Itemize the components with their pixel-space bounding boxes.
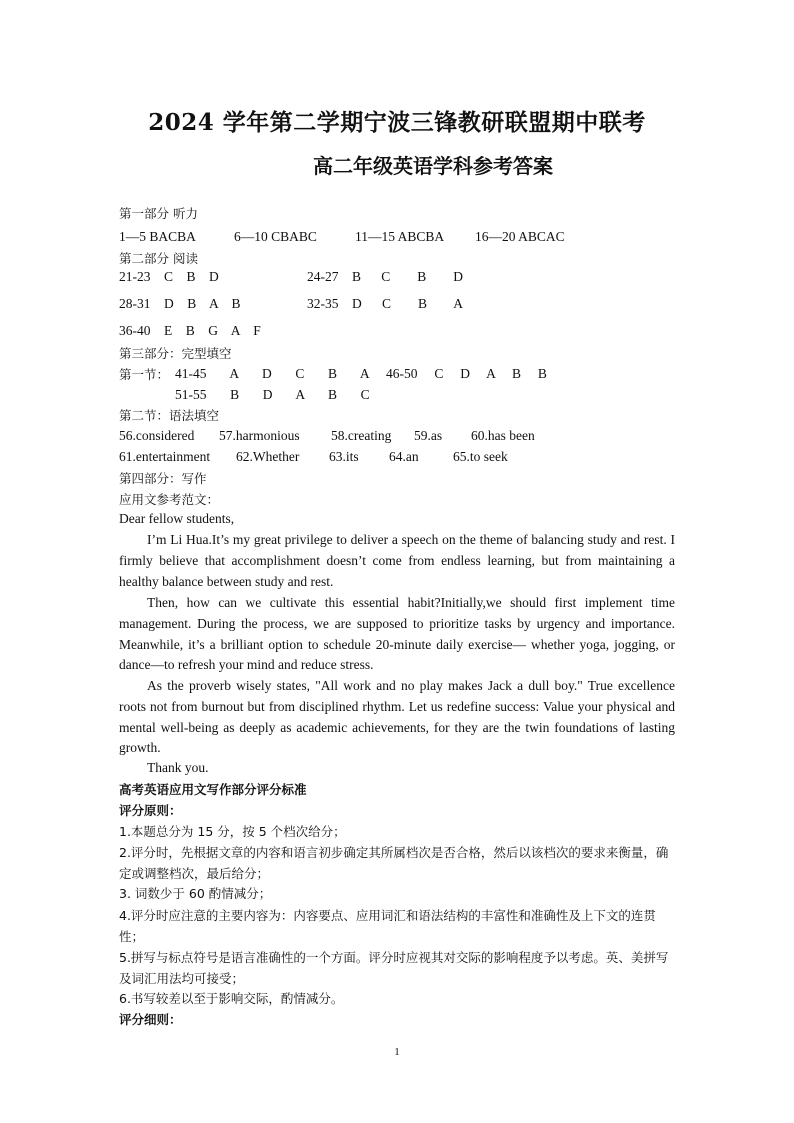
reading-answers-36-40: 36-40 E B G A F [119,323,261,338]
section1-label: 第一节： [119,367,170,382]
part4-heading: 第四部分：写作 [119,471,207,486]
criteria-item-6: 6.书写较差以至于影响交际，酌情减分。 [119,991,344,1006]
details-label: 评分细则： [119,1012,182,1027]
essay-closing: Thank you. [147,760,209,775]
essay-greeting: Dear fellow students, [119,511,235,526]
listening-answers-6-10: 6—10 CBABC [234,229,317,244]
criteria-item-5: 5.拼写与标点符号是语言准确性的一个方面。评分时应视其对交际的影响程度予以考虑。英、美拼写及词汇用法均可接受； [119,950,669,986]
part3-heading: 第三部分：完型填空 [119,346,232,361]
page-subtitle: 高二年级英语学科参考答案 [313,154,553,178]
part1-heading: 第一部分 听力 [119,206,198,221]
essay-paragraph-3: As the proverb wisely states, "All work and no play makes Jack a dull boy." True excellence roots not from burnout but from disciplined rhythm. Let us redefine success: Value your physical and mental well-being as deeply as academic achievements, for they are the twin foundations of lasting growth. [119,678,675,756]
listening-answers-1-5: 1—5 BACBA [119,229,196,244]
criteria-heading: 高考英语应用文写作部分评分标准 [119,782,307,797]
criteria-item-4: 4.评分时应注意的主要内容为：内容要点、应用词汇和语法结构的丰富性和准确性及上下文的连贯性； [119,908,656,944]
reading-answers-21-23: 21-23 C B D [119,269,219,284]
reading-answers-32-35: 32-35 D C B A [307,296,464,311]
grammar-answer-65: 65.to seek [453,449,508,464]
principles-label: 评分原则： [119,803,182,818]
reading-answers-28-31: 28-31 D B A B [119,296,241,311]
criteria-item-1: 1.本题总分为 15 分，按 5 个档次给分； [119,824,346,839]
cloze-answers-51-55: 51-55 B D A B C [175,387,370,402]
grammar-answer-58: 58.creating [331,428,392,443]
grammar-answer-59: 59.as [414,428,443,443]
cloze-answers-41-45: 41-45 A D C B A [175,366,370,381]
grammar-answer-61: 61.entertainment [119,449,211,464]
grammar-answer-64: 64.an [389,449,419,464]
part2-heading: 第二部分 阅读 [119,251,198,266]
grammar-answer-63: 63.its [329,449,359,464]
section2-label: 第二节：语法填空 [119,408,220,423]
grammar-answer-60: 60.has been [471,428,535,443]
criteria-item-3: 3. 词数少于 60 酌情减分； [119,886,272,901]
grammar-answer-56: 56.considered [119,428,195,443]
sample-essay-label: 应用文参考范文： [119,492,220,507]
page-title: 2024 学年第二学期宁波三锋教研联盟期中联考 [148,109,646,136]
essay-paragraph-2: Then, how can we cultivate this essential habit?Initially,we should first implement time management. During the process, we are supposed to prioritize tasks by urgency and importance. Meanwhile, it’s a brilliant option to schedule 20-minute daily exercise— whether yoga, jogging, or dance—to refresh your mind and reduce stress. [119,595,675,673]
page-number: 1 [394,1046,400,1058]
essay-paragraph-1: I’m Li Hua.It’s my great privilege to deliver a speech on the theme of balancing study and rest. I firmly believe that accomplishment doesn’t come from endless learning, but from maintaining a healthy balance between study and rest. [119,532,675,589]
listening-answers-16-20: 16—20 ABCAC [475,229,565,244]
reading-answers-24-27: 24-27 B C B D [307,269,464,284]
cloze-answers-46-50: 46-50 C D A B B [386,366,547,381]
criteria-item-2: 2.评分时，先根据文章的内容和语言初步确定其所属档次是否合格，然后以该档次的要求来衡量，确定或调整档次，最后给分； [119,845,669,881]
grammar-answer-57: 57.harmonious [219,428,300,443]
grammar-answer-62: 62.Whether [236,449,300,464]
listening-answers-11-15: 11—15 ABCBA [355,229,445,244]
